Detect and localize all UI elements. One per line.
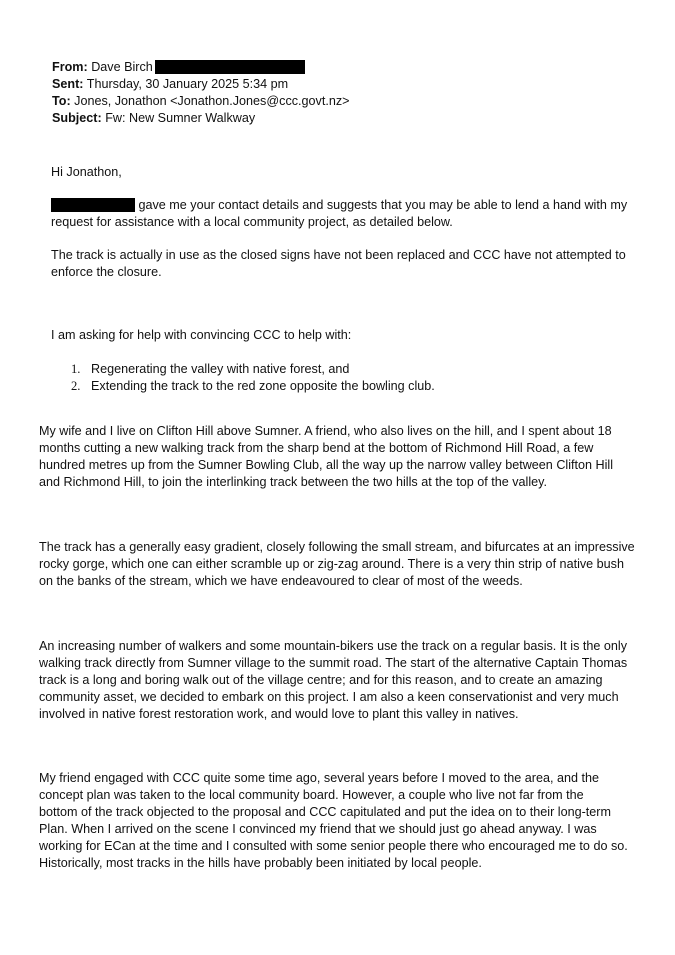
paragraph-line: request for assistance with a local community project, as detailed below. [51,215,453,229]
paragraph-line: The track is actually in use as the closed signs have not been replaced and CCC have not attempted to [51,248,626,262]
paragraph-track-usage [39,638,639,723]
from-label: From: [52,60,88,74]
paragraph-line: walking track directly from Sumner village to the summit road. The start of the alternative Captain Thomas [39,656,628,670]
paragraph-history [39,770,639,872]
sent-value: Thursday, 30 January 2025 5:34 pm [86,77,289,91]
list-item-text: Regenerating the valley with native forest, and [91,362,350,376]
paragraph-line: An increasing number of walkers and some mountain-bikers use the track on a regular basis. It is the only [39,639,628,653]
list-item-number: 2. [71,379,81,393]
paragraph-line: rocky gorge, which one can either scramble up or zig-zag around. There is a very thin strip of native bush [39,557,624,571]
paragraph-line: working for ECan at the time and I consulted with some senior people there who encouraged me to do so. [39,839,628,853]
paragraph-line: bottom of the track objected to the proposal and CCC capitulated and put the idea on to their long-term [39,805,611,819]
list-item [71,378,631,395]
paragraph-line-text: gave me your contact details and suggests that you may be able to lend a hand with my [138,198,628,212]
sent-line [52,76,652,93]
paragraph-line: community asset, we decided to embark on this project. I am also a keen conservationist and very much [39,690,619,704]
paragraph-line: enforce the closure. [51,265,162,279]
paragraph-line: My wife and I live on Clifton Hill above Sumner. A friend, who also lives on the hill, and I spent about 18 [39,424,612,438]
to-label: To: [52,94,71,108]
redacted-email-address [155,60,305,74]
greeting: Hi Jonathon, [51,165,122,179]
paragraph-track-description [39,539,639,590]
to-value: Jones, Jonathon <Jonathon.Jones@ccc.govt.nz> [74,94,350,108]
to-line [52,93,652,110]
email-header [52,59,652,127]
paragraph-line: concept plan was taken to the local community board. However, a couple who live not far from the [39,788,584,802]
paragraph-line: Plan. When I arrived on the scene I convinced my friend that we should just go ahead anyway. I was [39,822,597,836]
from-value: Dave Birch [91,60,153,74]
list-item [71,361,631,378]
redacted-name [51,198,135,212]
paragraph-line: and Richmond Hill, to join the interlinking track between the two hills at the top of the valley. [39,475,547,489]
sent-label: Sent: [52,77,84,91]
subject-value: Fw: New Sumner Walkway [105,111,256,125]
paragraph-line [51,197,641,214]
paragraph-track-in-use [51,247,641,281]
paragraph-line: months cutting a new walking track from the sharp bend at the bottom of Richmond Hill Road, a few [39,441,594,455]
paragraph-contact-details [51,197,641,231]
paragraph-line: The track has a generally easy gradient, closely following the small stream, and bifurcates at an impressive [39,540,635,554]
paragraph-line: My friend engaged with CCC quite some time ago, several years before I moved to the area, and the [39,771,600,785]
paragraph-line: involved in native forest restoration work, and would love to plant this valley in natives. [39,707,519,721]
request-list [71,361,631,395]
list-item-number: 1. [71,362,81,376]
paragraph-line: on the banks of the stream, which we have endeavoured to clear of most of the weeds. [39,574,523,588]
paragraph-line: Historically, most tracks in the hills have probably been initiated by local people. [39,856,482,870]
from-line [52,59,652,76]
subject-label: Subject: [52,111,102,125]
list-item-text: Extending the track to the red zone opposite the bowling club. [91,379,435,393]
paragraph-line: hundred metres up from the Sumner Bowling Club, all the way up the narrow valley between Clifton Hill [39,458,613,472]
paragraph-line: track is a long and boring walk out of the village centre; and for this reason, and to create an amazing [39,673,603,687]
paragraph-background [39,423,639,491]
paragraph-request-intro: I am asking for help with convincing CCC to help with: [51,328,352,342]
subject-line [52,110,652,127]
